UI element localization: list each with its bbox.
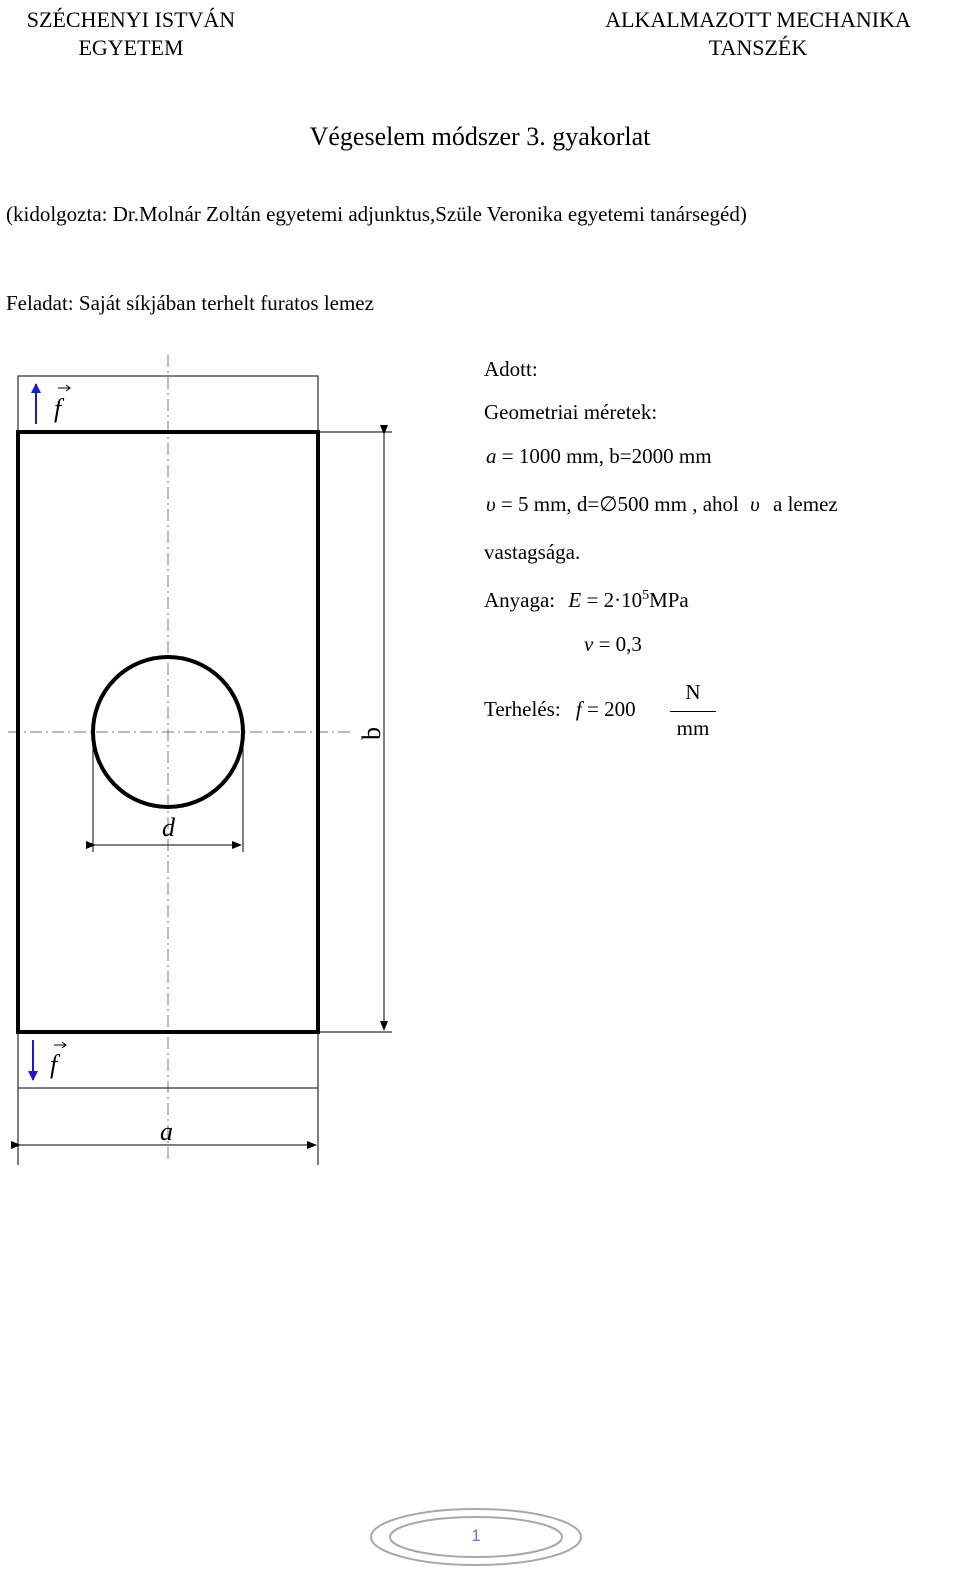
nu-symbol: ν <box>584 632 594 656</box>
nu-equation: = 0,3 <box>598 632 642 656</box>
f-bottom-label: f <box>50 1050 58 1079</box>
E-exponent: 5 <box>642 588 650 603</box>
department-line1: ALKALMAZOTT MECHANIKA <box>605 7 911 32</box>
thickness-tail: a lemez <box>773 492 838 516</box>
d-label: d <box>162 813 175 842</box>
department-line2: TANSZÉK <box>708 35 808 60</box>
load-label: Terhelés: <box>484 697 561 721</box>
f-unit-denominator: mm <box>676 716 710 740</box>
university-line1: SZÉCHENYI ISTVÁN <box>26 7 236 32</box>
E-unit: MPa <box>649 588 689 612</box>
given-heading: Adott: <box>484 357 538 381</box>
department-name <box>568 6 948 62</box>
material-values <box>484 588 689 613</box>
f-unit-fraction-bar <box>670 711 716 712</box>
upsilon-symbol: υ <box>486 492 496 516</box>
E-equation: = 2·10 <box>586 588 643 612</box>
task-line: Feladat: Saját síkjában terhelt furatos lemez <box>6 291 374 315</box>
a-symbol: a <box>486 444 497 468</box>
thickness-values <box>486 492 838 517</box>
material-label: Anyaga: <box>484 588 556 612</box>
credit-line: (kidolgozta: Dr.Molnár Zoltán egyetemi adjunktus,Szüle Veronika egyetemi tanársegéd) <box>6 202 747 226</box>
f-equation: = 200 <box>587 697 636 721</box>
f-unit-numerator: N <box>685 680 701 704</box>
thickness-equation: = 5 mm, d=∅500 mm , ahol <box>500 492 739 516</box>
university-line2: EGYETEM <box>78 35 184 60</box>
page-number: 1 <box>471 1526 481 1545</box>
poisson-values <box>584 632 642 657</box>
f-symbol: f <box>575 697 582 721</box>
a-b-values <box>486 444 712 469</box>
upsilon-symbol-2: υ <box>750 492 760 516</box>
geometry-label: Geometriai méretek: <box>484 400 658 424</box>
f-top-label: f <box>54 394 62 423</box>
plate-figure <box>0 340 480 1180</box>
E-symbol: E <box>568 588 582 612</box>
a-label: a <box>160 1117 173 1146</box>
thickness-word: vastagsága. <box>484 540 581 564</box>
university-name <box>6 6 256 62</box>
load-values <box>484 697 636 722</box>
a-b-equation: = 1000 mm, b=2000 mm <box>501 444 712 468</box>
b-label: b <box>357 727 386 740</box>
page-title: Végeselem módszer 3. gyakorlat <box>309 122 651 151</box>
